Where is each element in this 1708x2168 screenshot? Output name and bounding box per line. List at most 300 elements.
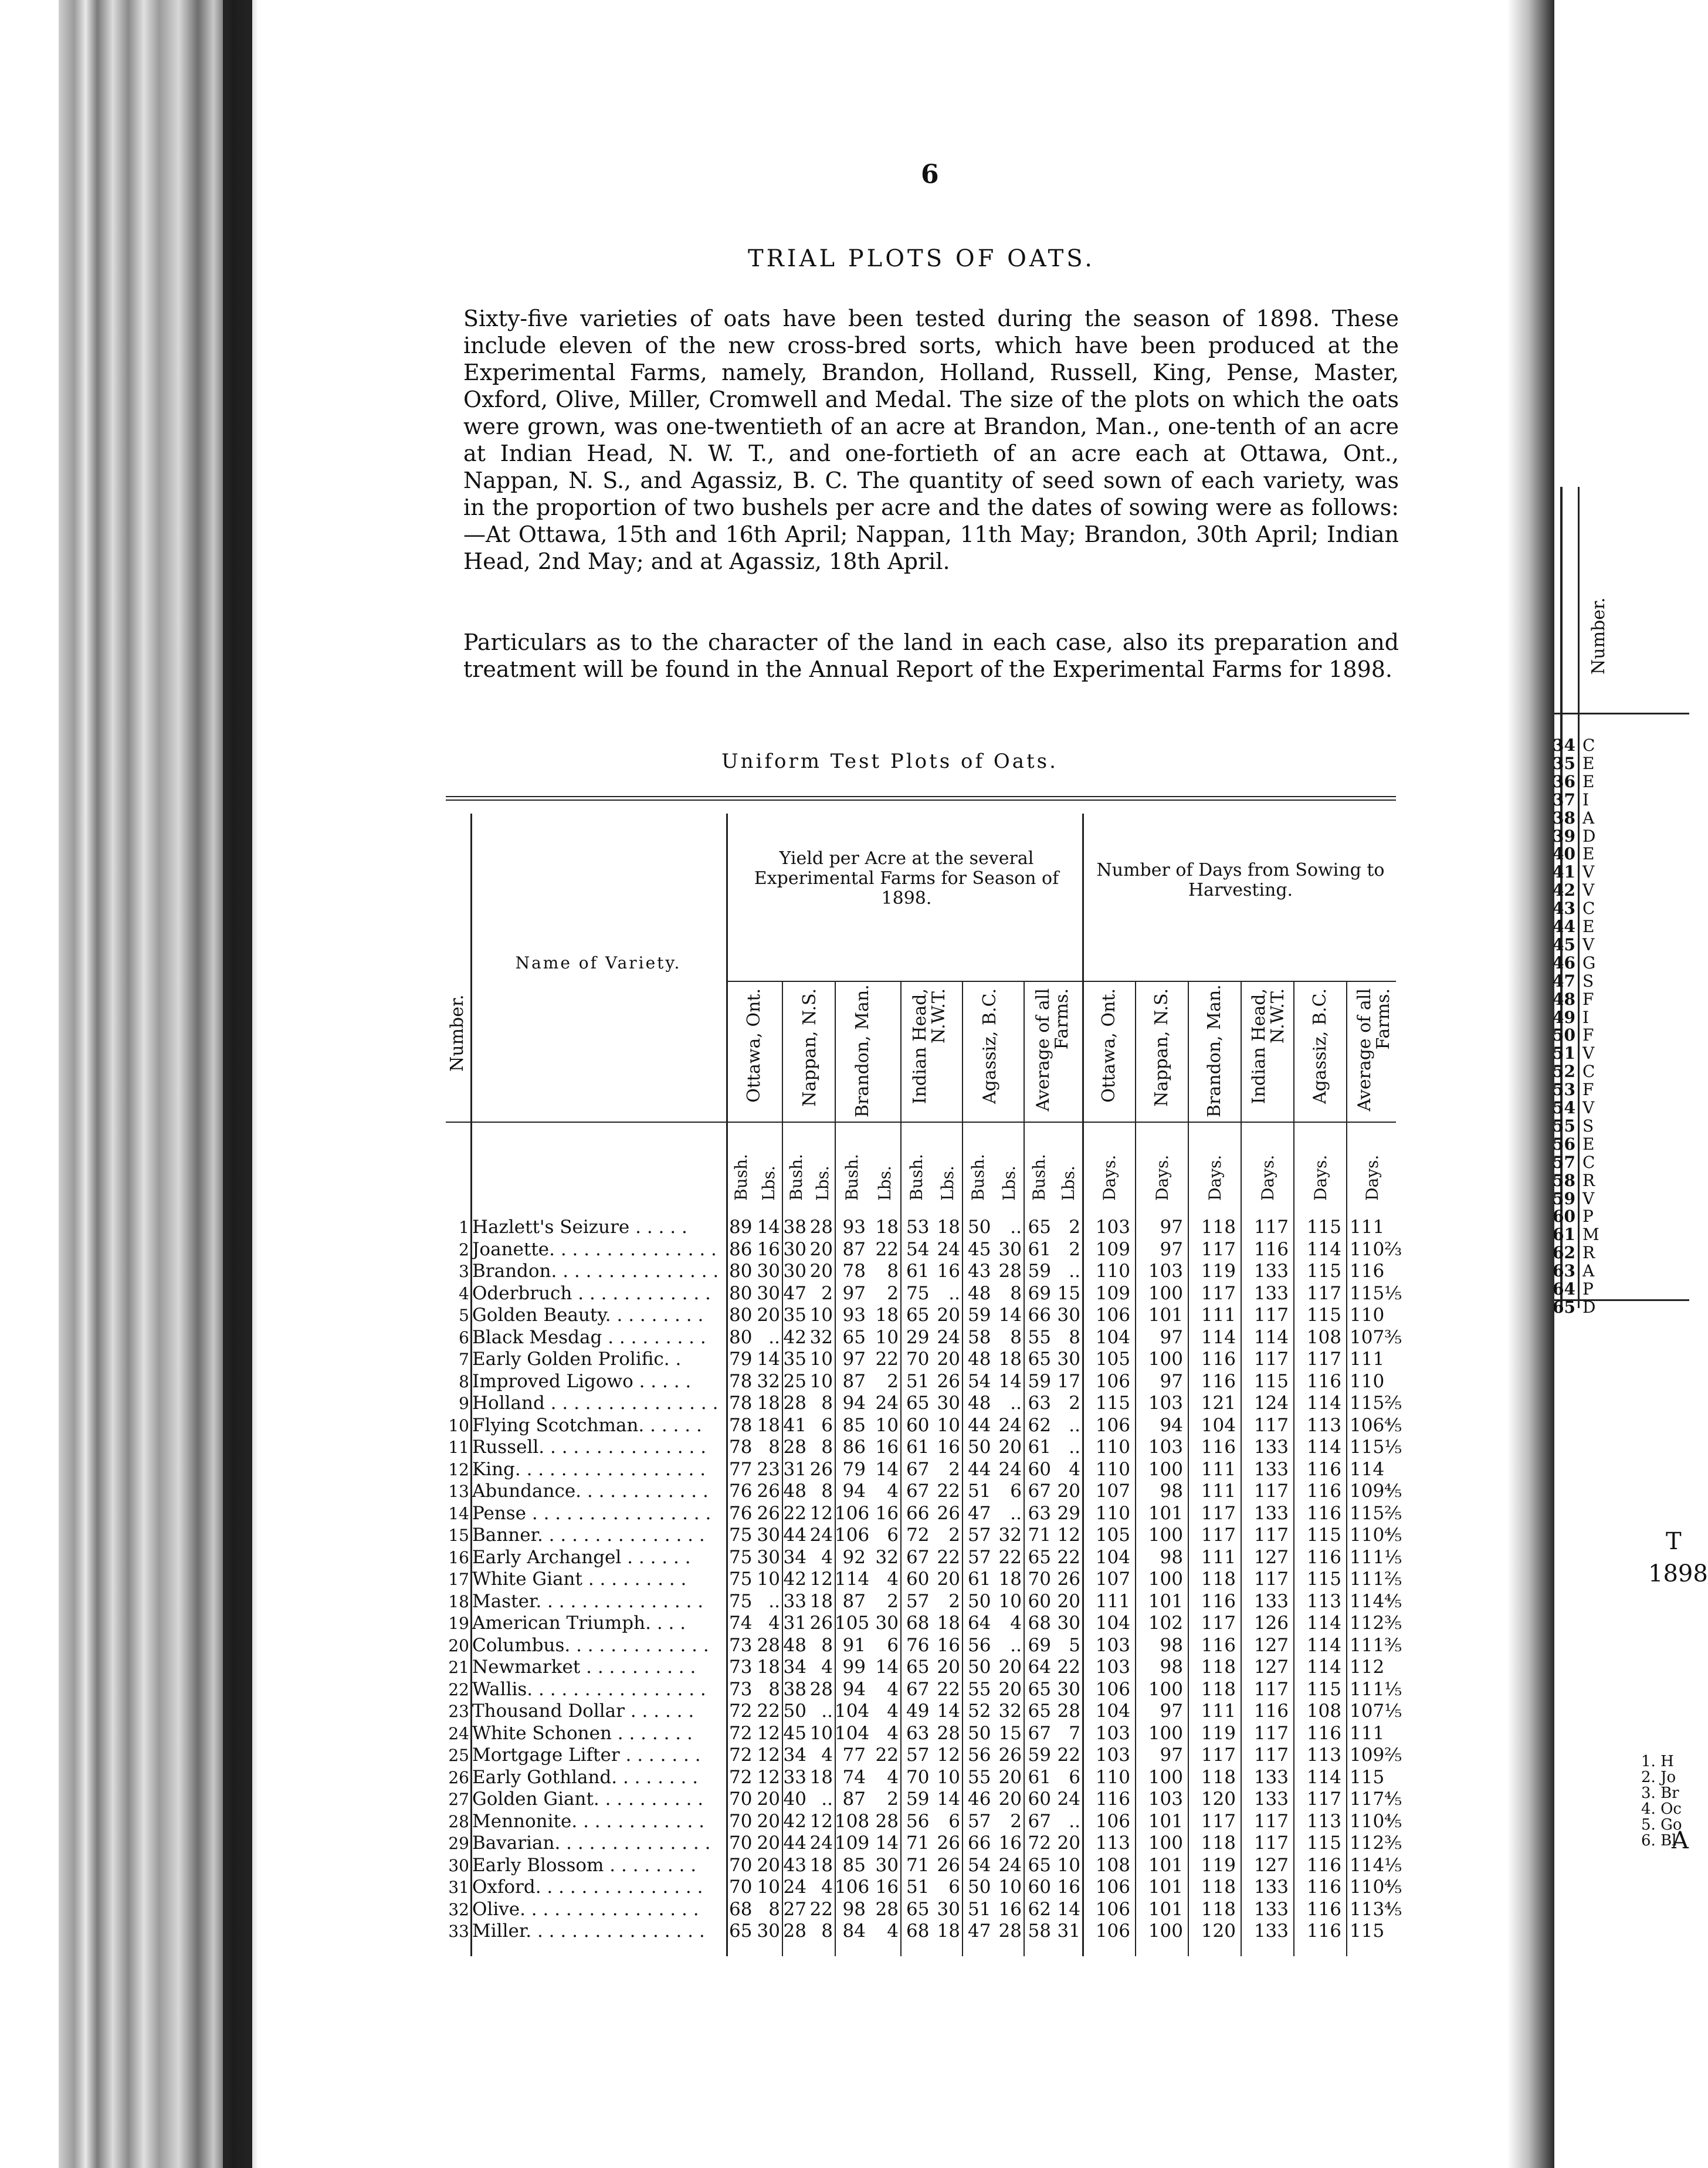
yield-bush-cell: 65 [1028,1217,1051,1238]
days-cell: 117⅘ [1350,1788,1402,1810]
variety-name: Holland . . . . . . . . . . . . . . . [472,1393,719,1414]
yield-lbs-cell: 8 [821,1920,833,1942]
days-cell: 118 [1201,1876,1236,1898]
yield-bush-cell: 59 [1028,1370,1051,1392]
yield-bush-cell: 61 [1028,1238,1051,1260]
yield-col-header-label: Brandon, Man. [852,984,873,1117]
right-page-row-number: 62 [1553,1243,1575,1263]
yield-bush-cell: 62 [1028,1414,1051,1436]
yield-lbs-cell: 20 [937,1569,960,1590]
days-cell: 115⅖ [1350,1502,1402,1524]
yield-bush-cell: 80 [729,1261,753,1282]
yield-lbs-cell: 12 [757,1766,780,1788]
right-page-row-number: 36 [1553,771,1575,791]
unit-bush-label: Bush. [786,1154,806,1201]
yield-lbs-cell: 17 [1057,1370,1080,1392]
right-page-row-initial: C [1582,1152,1595,1172]
days-cell: 115 [1306,1678,1341,1700]
yield-bush-cell: 76 [729,1502,753,1524]
days-cell: 133 [1253,1920,1289,1942]
row-number: 33 [448,1922,469,1941]
days-cell: 118 [1201,1217,1236,1238]
days-cell: 103 [1095,1634,1130,1656]
yield-bush-cell: 65 [729,1920,753,1942]
right-page-row-number: 40 [1553,844,1575,864]
unit-bush-label: Bush. [907,1154,927,1201]
right-page-row-initial: C [1582,736,1595,755]
yield-bush-cell: 92 [842,1546,866,1568]
days-cell: 117 [1253,1481,1289,1502]
right-page-list-item: 5. Go [1641,1816,1682,1834]
yield-lbs-cell: 14 [1057,1898,1080,1920]
days-cell: 116 [1306,1481,1341,1502]
yield-bush-cell: 38 [783,1217,806,1238]
days-cell: 110⅘ [1350,1810,1402,1832]
days-cell: 101 [1148,1898,1183,1920]
yield-lbs-cell: 8 [887,1261,899,1282]
table-row [446,1657,1396,1678]
right-page-row-number: 65 [1553,1297,1575,1317]
days-cell: 106 [1095,1876,1130,1898]
days-cell: 127 [1253,1546,1289,1568]
days-col-header [1311,988,1330,1117]
days-cell: 116 [1253,1238,1289,1260]
unit-lbs-label: Lbs. [1059,1166,1078,1201]
yield-bush-cell: 74 [842,1766,866,1788]
yield-lbs-cell: 10 [757,1876,780,1898]
days-cell: 98 [1160,1657,1183,1678]
days-col-header-label: Indian Head, [1249,988,1269,1105]
yield-lbs-cell: 2 [1010,1810,1022,1832]
days-cell: 117 [1253,1722,1289,1744]
yield-bush-cell: 31 [783,1458,806,1480]
yield-bush-cell: 50 [968,1590,991,1612]
row-number: 5 [459,1306,469,1325]
yield-lbs-cell: 28 [757,1634,780,1656]
yield-lbs-cell: 4 [887,1700,899,1722]
yield-col-header-label: Agassiz, B.C. [980,988,1000,1105]
yield-lbs-cell: 20 [998,1678,1022,1700]
table-caption: Uniform Test Plots of Oats. [721,750,1058,773]
days-cell: 118 [1201,1898,1236,1920]
yield-bush-cell: 65 [1028,1678,1051,1700]
yield-lbs-cell: 18 [937,1217,960,1238]
unit-days-label: Days. [1362,1154,1382,1201]
yield-bush-cell: 52 [968,1700,991,1722]
days-cell: 106 [1095,1920,1130,1942]
yield-lbs-cell: 18 [998,1349,1022,1370]
yield-lbs-cell: 20 [809,1261,833,1282]
days-cell: 112⅗ [1350,1832,1402,1854]
yield-lbs-cell: 22 [875,1744,899,1766]
yield-lbs-cell: 22 [1057,1546,1080,1568]
days-cell: 118 [1201,1657,1236,1678]
yield-bush-cell: 65 [1028,1700,1051,1722]
yield-bush-cell: 60 [1028,1590,1051,1612]
right-page-row-number: 37 [1553,790,1575,809]
yield-bush-cell: 106 [835,1525,870,1546]
variety-name: White Schonen . . . . . . . [472,1722,693,1744]
book-binding-shadow [223,0,258,2168]
right-page-row-number: 60 [1553,1207,1575,1227]
variety-name: Hazlett's Seizure . . . . . [472,1217,687,1238]
yield-lbs-cell: 6 [887,1525,899,1546]
yield-lbs-cell: 18 [757,1393,780,1414]
days-col-header-label: Average of all [1354,988,1375,1112]
days-cell: 117 [1253,1525,1289,1546]
table-top-rule-inner [446,800,1396,801]
days-cell: 100 [1148,1282,1183,1304]
yield-bush-cell: 61 [1028,1766,1051,1788]
days-cell: 133 [1253,1876,1289,1898]
yield-bush-cell: 60 [1028,1876,1051,1898]
days-cell: 119 [1201,1854,1236,1876]
variety-name: Early Blossom . . . . . . . . [472,1854,697,1876]
days-cell: 115 [1253,1370,1289,1392]
days-cell: 115 [1306,1305,1341,1326]
right-page-fragment-year: 1898 [1648,1560,1708,1587]
yield-bush-cell: 68 [729,1898,753,1920]
yield-lbs-cell: 12 [757,1722,780,1744]
row-number: 2 [459,1239,469,1259]
yield-lbs-cell: 20 [937,1657,960,1678]
yield-bush-cell: 58 [968,1326,991,1348]
yield-lbs-cell: 30 [1057,1305,1080,1326]
table-top-rule [446,796,1396,797]
yield-lbs-cell: 14 [998,1305,1022,1326]
right-page-row-initial: I [1582,1007,1590,1027]
right-page-row-initial: D [1582,1297,1596,1317]
variety-name: Mennonite. . . . . . . . . . . . [472,1810,705,1832]
yield-bush-cell: 67 [906,1458,930,1480]
days-cell: 133 [1253,1766,1289,1788]
days-cell: 100 [1148,1920,1183,1942]
yield-col-header [801,988,819,1117]
yield-lbs-cell: 22 [1057,1744,1080,1766]
yield-lbs-cell: 12 [937,1744,960,1766]
yield-lbs-cell: 20 [757,1854,780,1876]
yield-bush-cell: 65 [1028,1349,1051,1370]
right-page-fragment-t: T [1666,1528,1682,1555]
yield-bush-cell: 48 [968,1349,991,1370]
yield-lbs-cell: 28 [809,1217,833,1238]
yield-lbs-cell: 16 [757,1238,780,1260]
yield-lbs-cell: 14 [998,1370,1022,1392]
days-cell: 101 [1148,1876,1183,1898]
right-page-row-initial: V [1582,1188,1595,1208]
days-cell: 107 [1095,1569,1130,1590]
days-cell: 113 [1306,1414,1341,1436]
yield-bush-cell: 24 [783,1876,806,1898]
right-page-row-number: 44 [1553,917,1575,936]
days-cell: 101 [1148,1502,1183,1524]
yield-bush-cell: 75 [729,1525,753,1546]
yield-bush-cell: 78 [729,1437,753,1458]
yield-lbs-cell: 20 [809,1238,833,1260]
yield-bush-cell: 65 [906,1657,930,1678]
yield-bush-cell: 64 [1028,1657,1051,1678]
days-cell: 106 [1095,1305,1130,1326]
days-cell: 115 [1350,1920,1385,1942]
yield-lbs-cell: 8 [821,1437,833,1458]
yield-bush-cell: 44 [783,1525,806,1546]
variety-name: Thousand Dollar . . . . . . [472,1700,694,1722]
days-cell: 117 [1253,1832,1289,1854]
yield-lbs-cell: 30 [937,1393,960,1414]
days-cell: 116 [1306,1876,1341,1898]
yield-bush-cell: 47 [968,1502,991,1524]
yield-lbs-cell: 12 [809,1502,833,1524]
yield-lbs-cell: 22 [998,1546,1022,1568]
yield-lbs-cell: 24 [1057,1788,1080,1810]
days-cell: 106 [1095,1898,1130,1920]
yield-lbs-cell: 8 [768,1678,780,1700]
days-cell: 117 [1201,1502,1236,1524]
yield-lbs-cell: 16 [998,1832,1022,1854]
yield-lbs-cell: 8 [1069,1326,1080,1348]
days-cell: 107⅗ [1350,1326,1402,1348]
days-cell: 116 [1095,1788,1130,1810]
yield-lbs-cell: 6 [821,1414,833,1436]
days-cell: 116 [1201,1590,1236,1612]
yield-lbs-cell: 2 [821,1282,833,1304]
yield-lbs-cell: 30 [1057,1678,1080,1700]
variety-name: Black Mesdag . . . . . . . . . [472,1326,706,1348]
yield-bush-cell: 60 [1028,1458,1051,1480]
yield-lbs-cell: 20 [1057,1832,1080,1854]
yield-bush-cell: 68 [906,1920,930,1942]
right-page-list-item: 1. H [1641,1753,1674,1770]
days-cell: 113 [1306,1590,1341,1612]
yield-bush-cell: 73 [729,1678,753,1700]
table-row [446,1393,1402,1414]
yield-bush-cell: 76 [729,1481,753,1502]
table-row [446,1326,1402,1349]
days-cell: 97 [1160,1370,1183,1392]
yield-lbs-cell: 16 [937,1634,960,1656]
yield-lbs-cell: 10 [998,1590,1022,1612]
right-page-row-number: 61 [1553,1225,1575,1245]
right-page-row-initial: V [1582,862,1595,882]
yield-bush-cell: 68 [906,1613,930,1634]
days-cell: 114 [1306,1238,1341,1260]
yield-lbs-cell: 12 [809,1569,833,1590]
variety-name: Russell. . . . . . . . . . . . . . . [472,1437,707,1458]
days-cell: 120 [1201,1788,1236,1810]
days-cell: 133 [1253,1261,1289,1282]
yield-lbs-cell: 22 [875,1238,899,1260]
yield-bush-cell: 78 [842,1261,866,1282]
yield-bush-cell: 108 [835,1810,870,1832]
yield-lbs-cell: .. [1069,1810,1080,1832]
yield-lbs-cell: 20 [757,1810,780,1832]
yield-lbs-cell: 8 [821,1634,833,1656]
days-cell: 108 [1095,1854,1130,1876]
days-cell: 115 [1095,1393,1130,1414]
right-page-row-number: 45 [1553,934,1575,954]
yield-lbs-cell: 14 [757,1349,780,1370]
table-row [446,1898,1402,1920]
days-cell: 114 [1253,1326,1289,1348]
variety-name: Master. . . . . . . . . . . . . . . [472,1590,704,1612]
yield-bush-cell: 42 [783,1810,806,1832]
yield-bush-cell: 28 [783,1393,806,1414]
days-cell: 121 [1201,1393,1236,1414]
yield-lbs-cell: 30 [1057,1613,1080,1634]
table-row [446,1744,1402,1766]
days-cell: 104 [1095,1700,1130,1722]
right-page-row-number: 59 [1553,1188,1575,1208]
days-cell: 116 [1201,1634,1236,1656]
yield-lbs-cell: 22 [937,1678,960,1700]
days-cell: 110⅔ [1350,1238,1402,1260]
right-page-row-initial: E [1582,1134,1595,1154]
days-cell: 114⅘ [1350,1590,1402,1612]
yield-lbs-cell: 6 [887,1634,899,1656]
yield-bush-cell: 51 [968,1898,991,1920]
yield-bush-cell: 60 [906,1569,930,1590]
yield-lbs-cell: 14 [875,1458,899,1480]
yield-lbs-cell: 2 [1069,1238,1080,1260]
yield-bush-cell: 27 [783,1898,806,1920]
days-cell: 100 [1148,1678,1183,1700]
yield-lbs-cell: 10 [809,1370,833,1392]
yield-lbs-cell: 8 [1010,1282,1022,1304]
row-number: 14 [448,1503,469,1523]
yield-lbs-cell: 4 [887,1569,899,1590]
yield-lbs-cell: 10 [937,1414,960,1436]
yield-bush-cell: 75 [729,1569,753,1590]
right-page-row-number: 57 [1553,1152,1575,1172]
row-number: 26 [448,1767,469,1787]
yield-col-header-label: Ottawa, Ont. [744,988,764,1103]
yield-lbs-cell: 32 [998,1700,1022,1722]
yield-lbs-cell: .. [1069,1261,1080,1282]
days-cell: 110 [1350,1305,1385,1326]
days-col-header-label2: Farms. [1373,988,1394,1050]
days-cell: 105 [1095,1525,1130,1546]
days-cell: 117 [1306,1788,1341,1810]
yield-bush-cell: 106 [835,1502,870,1524]
unit-days-label: Days. [1100,1154,1119,1201]
unit-lbs-label: Lbs. [812,1166,832,1201]
days-cell: 116 [1253,1700,1289,1722]
row-number: 32 [448,1899,469,1919]
days-cell: 113 [1306,1744,1341,1766]
yield-bush-cell: 28 [783,1920,806,1942]
yield-lbs-cell: 30 [875,1854,899,1876]
days-cell: 111 [1201,1481,1236,1502]
right-page-row-initial: V [1582,934,1595,954]
days-cell: 104 [1095,1326,1130,1348]
yield-bush-cell: 47 [968,1920,991,1942]
days-cell: 109⅖ [1350,1744,1402,1766]
table-row [446,1613,1402,1634]
days-cell: 111 [1201,1458,1236,1480]
right-page-row-initial: I [1582,790,1590,809]
row-number: 3 [459,1262,469,1281]
days-cell: 118 [1201,1678,1236,1700]
days-cell: 116 [1306,1898,1341,1920]
yield-lbs-cell: 8 [768,1898,780,1920]
yield-lbs-cell: 24 [998,1854,1022,1876]
yield-bush-cell: 63 [906,1722,930,1744]
yield-lbs-cell: 26 [937,1370,960,1392]
table-row [446,1217,1396,1238]
right-page-row-initial: V [1582,1044,1595,1063]
row-number: 20 [448,1635,469,1655]
days-cell: 116 [1201,1370,1236,1392]
yield-lbs-cell: 28 [937,1722,960,1744]
yield-lbs-cell: 28 [1057,1700,1080,1722]
days-cell: 114 [1306,1613,1341,1634]
yield-lbs-cell: 26 [757,1502,780,1524]
yield-lbs-cell: 14 [937,1700,960,1722]
yield-lbs-cell: 22 [937,1481,960,1502]
yield-bush-cell: 65 [906,1898,930,1920]
yield-lbs-cell: 26 [998,1744,1022,1766]
yield-lbs-cell: 8 [1010,1326,1022,1348]
yield-bush-cell: 70 [1028,1569,1051,1590]
yield-lbs-cell: 4 [821,1876,833,1898]
days-col-header-label: Ottawa, Ont. [1099,988,1119,1103]
yield-bush-cell: 41 [783,1414,806,1436]
days-cell: 111⅕ [1350,1546,1402,1568]
days-cell: 103 [1095,1657,1130,1678]
days-cell: 133 [1253,1437,1289,1458]
row-number: 25 [448,1746,469,1765]
yield-col-header-label: Indian Head, [910,988,930,1105]
yield-bush-cell: 61 [1028,1437,1051,1458]
days-cell: 100 [1148,1458,1183,1480]
yield-bush-cell: 35 [783,1349,806,1370]
yield-lbs-cell: 10 [875,1326,899,1348]
yield-lbs-cell: 2 [887,1370,899,1392]
yield-lbs-cell: 30 [1057,1349,1080,1370]
days-cell: 106 [1095,1678,1130,1700]
yield-lbs-cell: 24 [809,1832,833,1854]
days-cell: 116 [1350,1261,1385,1282]
yield-bush-cell: 93 [842,1305,866,1326]
yield-lbs-cell: 24 [998,1414,1022,1436]
days-cell: 114⅕ [1350,1854,1402,1876]
yield-lbs-cell: 30 [757,1261,780,1282]
right-page-row-initial: A [1582,808,1595,828]
right-page-row-initial: F [1582,1025,1594,1045]
yield-bush-cell: 79 [729,1349,753,1370]
days-cell: 116 [1306,1370,1341,1392]
yield-lbs-cell: 18 [757,1414,780,1436]
yield-lbs-cell: 4 [887,1920,899,1942]
row-number: 9 [459,1394,469,1413]
yield-bush-cell: 54 [968,1854,991,1876]
days-cell: 107⅕ [1350,1700,1402,1722]
yield-lbs-cell: .. [948,1282,960,1304]
unit-lbs-label: Lbs. [759,1166,779,1201]
row-number: 21 [448,1658,469,1677]
days-cell: 116 [1201,1437,1236,1458]
row-number: 4 [459,1283,469,1303]
yield-bush-cell: 46 [968,1788,991,1810]
yield-bush-cell: 63 [1028,1393,1051,1414]
row-number: 8 [459,1371,469,1391]
yield-bush-cell: 99 [842,1657,866,1678]
days-cell: 117 [1253,1678,1289,1700]
yield-lbs-cell: 10 [809,1305,833,1326]
yield-lbs-cell: 4 [1010,1613,1022,1634]
yield-bush-cell: 60 [906,1414,930,1436]
variety-name: Columbus. . . . . . . . . . . . . [472,1634,709,1656]
